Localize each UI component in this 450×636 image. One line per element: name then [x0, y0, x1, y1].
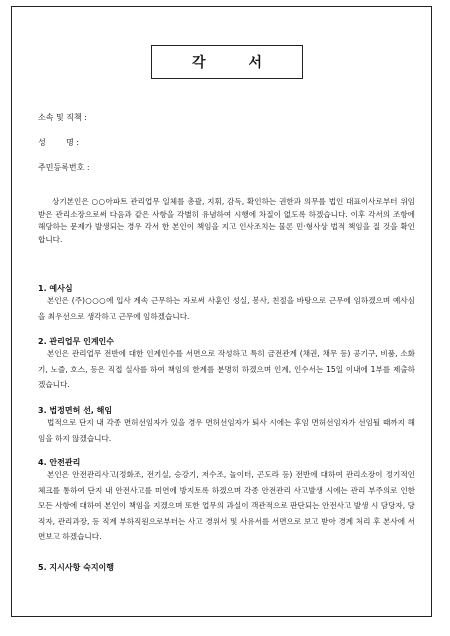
section-body-4 — [38, 467, 415, 545]
title-char-2: 서 — [248, 55, 262, 71]
section-heading-4: 4. 안전관리 — [38, 458, 81, 467]
document-title-box — [151, 45, 303, 79]
section-heading-5: 5. 지시사항 숙지이행 — [38, 563, 114, 572]
name-field-label: 성 명 : — [38, 138, 80, 147]
section-body-3 — [38, 415, 415, 446]
intro-paragraph — [38, 196, 415, 246]
section-body-4-text: 본인은 안전관리사고(정화조, 전기실, 승강기, 저수조, 놀이터, 곤도라 등) 전반에 대하여 관리소장이 정기적인 체크를 통하여 단지 내 안전사고를 미연에 방지토록 하겠으며 각종 안전관리 사고발생 시에는 관리 부주의로 인한 모든 사항에 대하여 본인이 책임을 지겠으며 또한 업무의 과실이 객관적으로 판단되는 안전사고 발생 시 담당자, 당직자, 관리과장, 등 직계 부하직원으로부터는 사고 경위서 및 사유서를 서면으로 보고 받아 경계 처리 후 본사에 서면보고 하겠습니다. — [38, 470, 415, 541]
section-heading-2: 2. 관리업무 인계인수 — [38, 337, 114, 346]
section-body-2 — [38, 346, 415, 393]
section-heading-1: 1. 예사심 — [38, 284, 73, 293]
title-char-1: 각 — [192, 55, 206, 71]
section-body-2-text: 본인은 관리업무 전반에 대한 인계인수를 서면으로 작성하고 특히 금전관계 (채권, 채무 등) 공기구, 비품, 소화기, 노즐, 호스, 등은 직접 실사를 하여 책임의 한계를 분명히 하겠으며 인계, 인수서는 15일 이내에 1부를 제출하겠습니다. — [38, 349, 415, 389]
id-number-field-label: 주민등록번호 : — [38, 163, 90, 172]
section-heading-3: 3. 법정면허 선, 해임 — [38, 406, 113, 415]
affiliation-field-label: 소속 및 직책 : — [38, 113, 87, 122]
section-body-1-text: 본인은 (주)○○○에 입사 계속 근무하는 자로써 사훈인 성실, 봉사, 친절을 바탕으로 근무에 임하겠으며 예사심을 최우선으로 생각하고 근무에 임하겠습니다. — [38, 296, 415, 321]
section-body-3-text: 법적으로 단지 내 각종 면허선임자가 있을 경우 면허선임자가 퇴사 시에는 후임 면허선임자가 선임될 때까지 해임을 하지 않겠습니다. — [38, 418, 415, 443]
intro-text: 상기본인은 ○○아파트 관리업무 일체를 총괄, 지휘, 감독, 확인하는 권한과 의무를 법인 대표이사로부터 위임 받은 관리소장으로써 다음과 같은 사항을 각별히 유념하여 시행에 차질이 없도록 하겠습니다. 이후 각서의 조항에 해당하는 문제가 발생되는 경우 각서 한 본인이 책임을 지고 인사조치는 물론 민·형사상 법적 책임을 질 것을 확인합니다. — [38, 197, 415, 244]
section-body-1 — [38, 293, 415, 324]
